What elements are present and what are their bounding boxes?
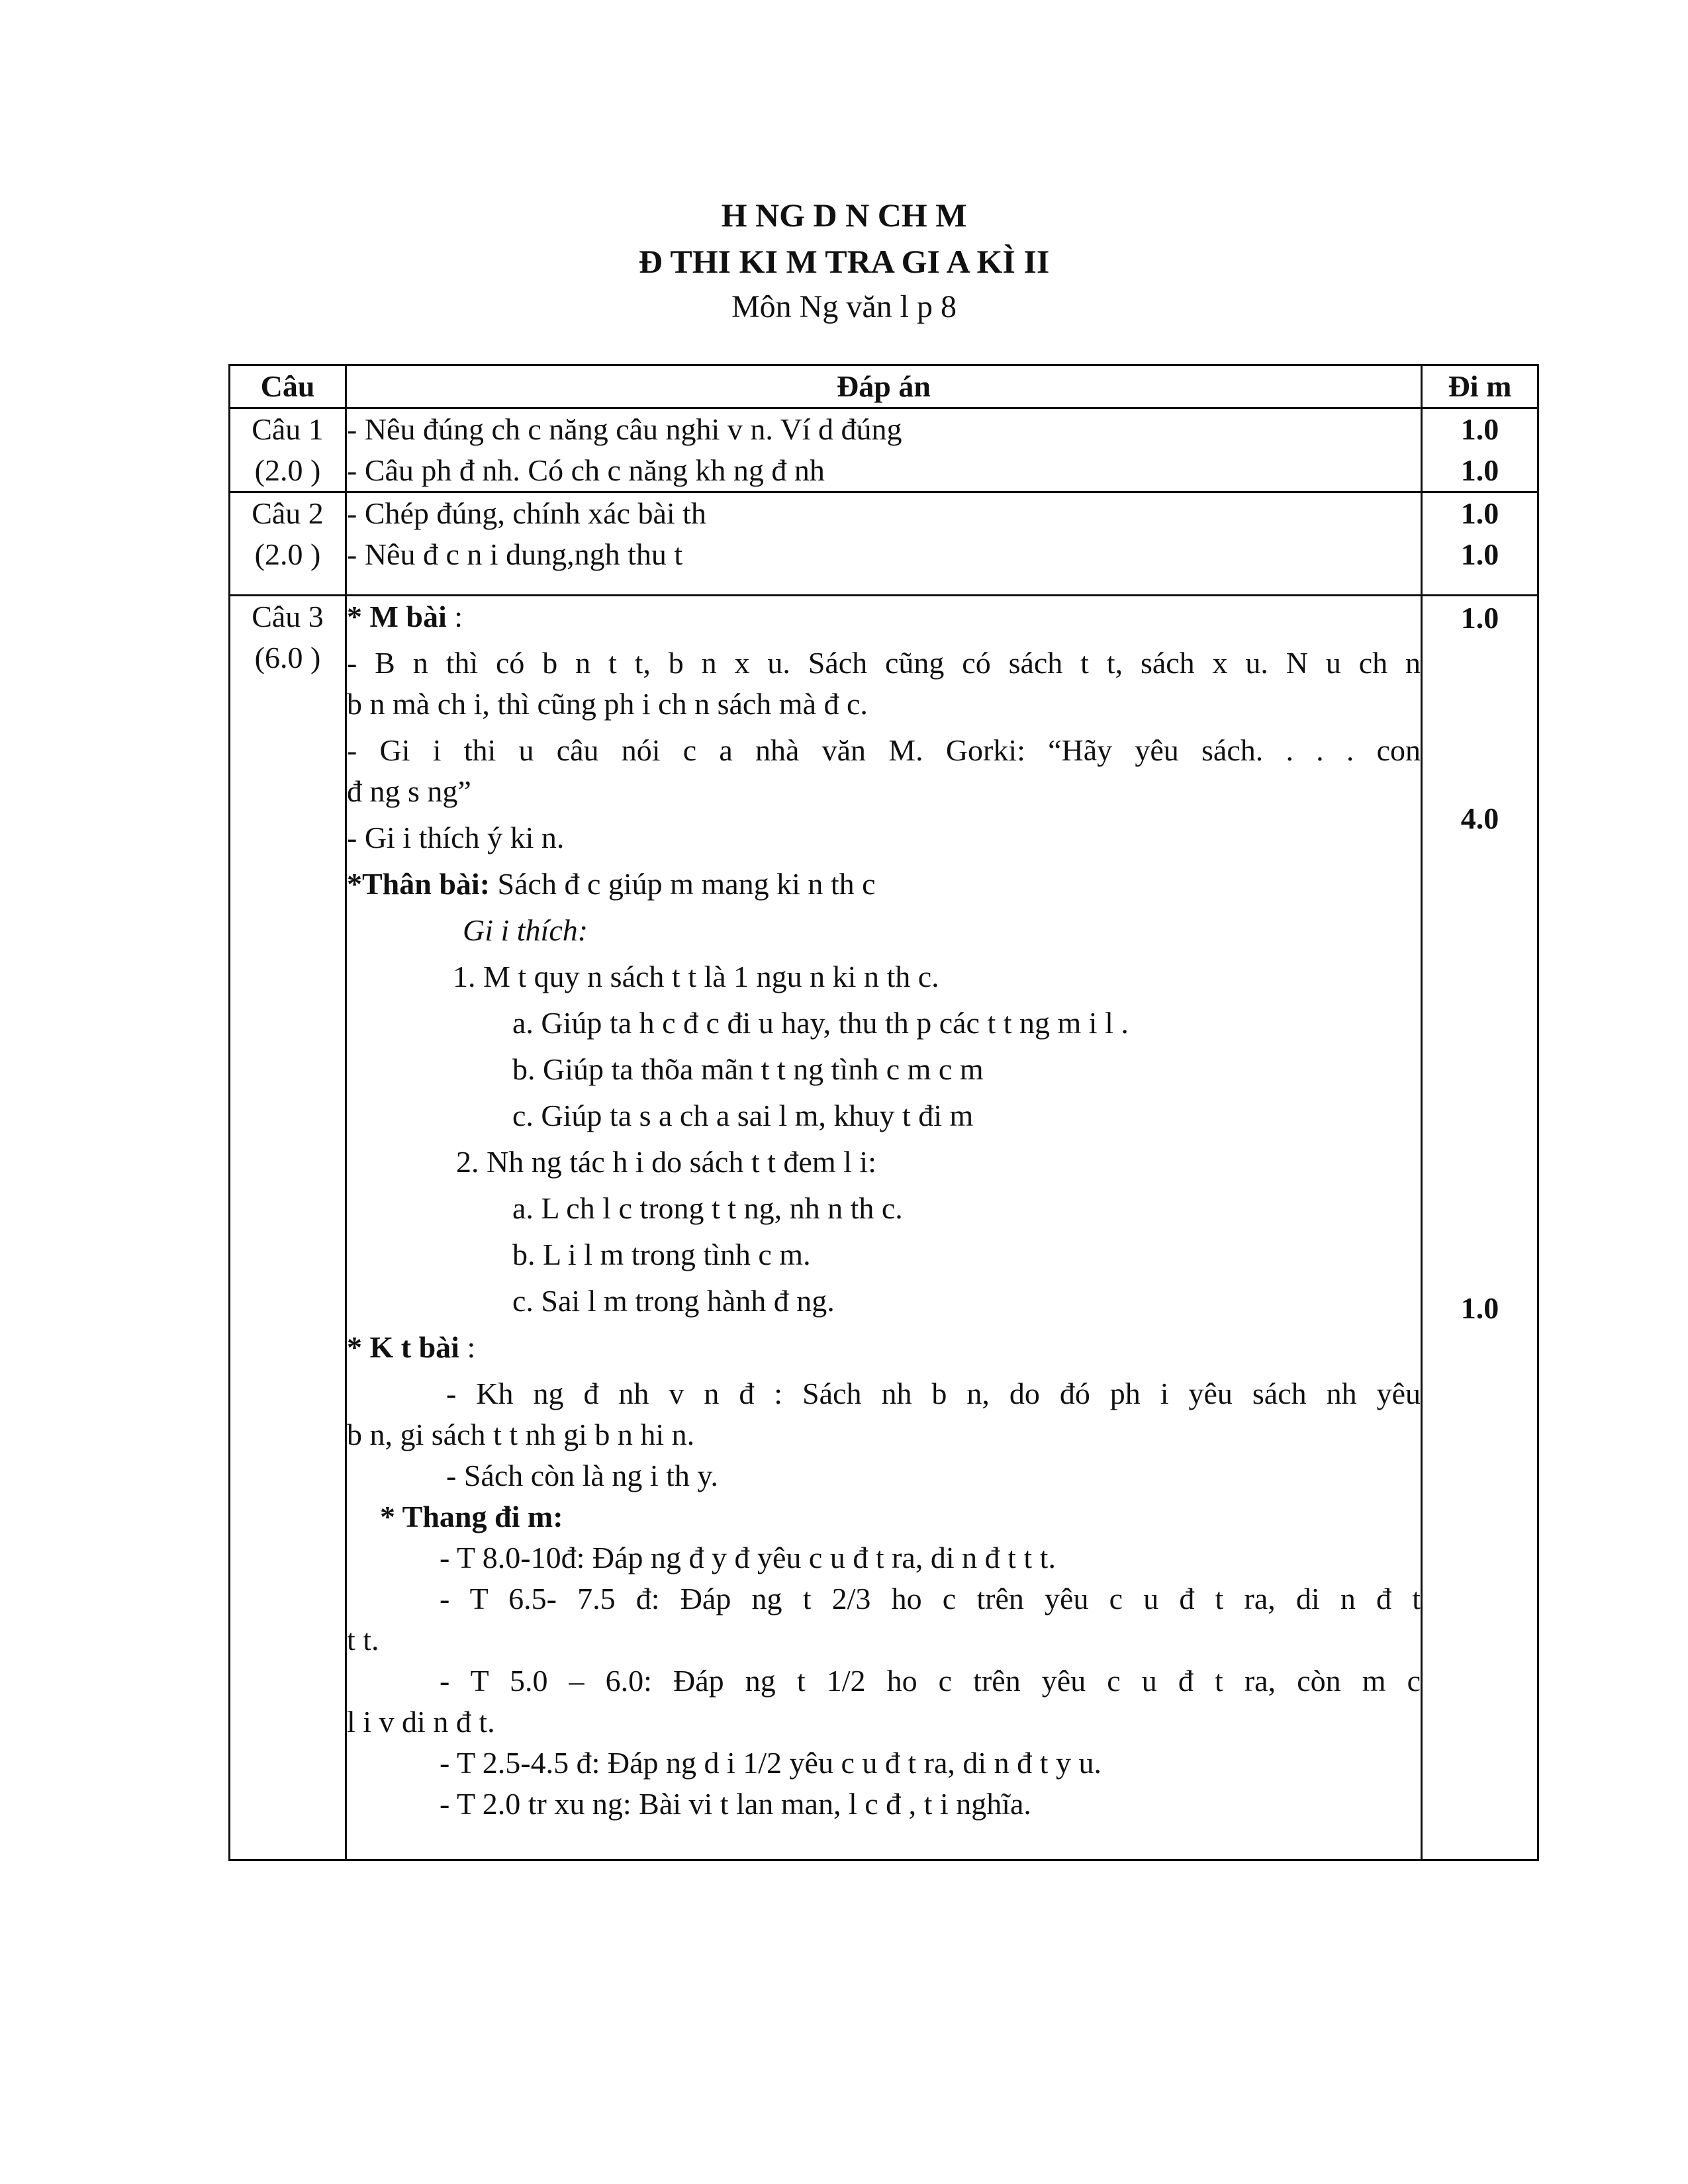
mo-bai-line: - Gi i thích ý ki n. [347,821,565,854]
question-label: Câu 1 [252,412,324,446]
point-2-item: b. L i l m trong tình c m. [512,1238,811,1271]
header-score: Đi m [1422,365,1538,408]
score-value: 1.0 [1460,453,1499,487]
ket-bai-line: b n, gi sách t t nh gi b n hi n. [347,1418,695,1451]
question-cell [230,492,346,596]
point-1: 1. M t quy n sách t t là 1 ngu n ki n th c. [453,960,939,993]
score-cell [1422,596,1538,1860]
answer-cell [346,492,1422,596]
mo-bai-label: * M bài [347,600,447,633]
thang-diem-line: l i v di n đ t. [347,1705,495,1739]
score-value: 1.0 [1460,601,1499,635]
ket-bai-colon: : [459,1330,476,1364]
than-bai-heading [347,864,1421,905]
point-2-item: c. Sai l m trong hành đ ng. [512,1284,835,1318]
point-2: 2. Nh ng tác h i do sách t t đem l i: [456,1145,876,1179]
thang-diem-heading: * Thang đi m: [380,1500,563,1533]
thang-diem-line: - T 2.5-4.5 đ: Đáp ng d i 1/2 yêu c u đ t ra, di n đ t y u. [440,1746,1102,1780]
thang-diem-line: - T 6.5- 7.5 đ: Đáp ng t 2/3 ho c trên yêu c u đ t ra, di n đ t [440,1582,1421,1615]
than-bai-text: Sách đ c giúp m mang ki n th c [490,867,876,901]
ket-bai-line: - Kh ng đ nh v n đ : Sách nh b n, do đó ph i yêu sách nh yêu [446,1377,1421,1410]
ket-bai-line: - Sách còn là ng i th y. [446,1459,718,1492]
score-value: 1.0 [1460,537,1499,571]
table-header-row [230,365,1538,408]
score-value: 1.0 [1460,412,1499,446]
score-value: 1.0 [1460,1291,1499,1325]
point-1-item: b. Giúp ta thõa mãn t t ng tình c m c m [512,1052,984,1086]
score-value: 1.0 [1460,496,1499,530]
giai-thich-label: Gi i thích: [463,913,588,947]
answer-line: - Nêu đ c n i dung,ngh thu t [347,537,683,571]
point-2-item: a. L ch l c trong t t ng, nh n th c. [512,1191,903,1225]
thang-diem-line: - T 2.0 tr xu ng: Bài vi t lan man, l c đ , t i nghĩa. [440,1787,1031,1821]
question-label: Câu 2 [252,496,324,530]
mo-bai-line: - Gi i thi u câu nói c a nhà văn M. Gorki: “Hãy yêu sách. . . . con [347,733,1421,767]
than-bai-label: *Thân bài: [347,867,491,901]
answer-line: - Chép đúng, chính xác bài th [347,496,706,530]
ket-bai-heading [347,1327,1421,1368]
score-value: 4.0 [1460,801,1499,835]
mo-bai-heading [347,596,1421,637]
score-cell [1422,408,1538,492]
question-points: (2.0 ) [254,453,321,487]
table-row [230,408,1538,492]
point-1-item: c. Giúp ta s a ch a sai l m, khuy t đi m [512,1099,974,1132]
thang-diem-line: t t. [347,1623,379,1657]
question-cell [230,408,346,492]
question-points: (6.0 ) [254,641,321,674]
mo-bai-line: b n mà ch i, thì cũng ph i ch n sách mà đ c. [347,687,868,721]
thang-diem-line: - T 5.0 – 6.0: Đáp ng t 1/2 ho c trên yêu c u đ t ra, còn m c [440,1664,1421,1698]
ket-bai-label: * K t bài [347,1330,459,1364]
thang-diem-line: - T 8.0-10đ: Đáp ng đ y đ yêu c u đ t ra, di n đ t t t. [440,1541,1056,1574]
doc-subtitle: Đ THI KI M TRA GI A KÌ II [638,243,1050,280]
question-label: Câu 3 [252,600,324,633]
question-points: (2.0 ) [254,537,321,571]
answer-cell [346,408,1422,492]
question-cell [230,596,346,1860]
doc-title: H NG D N CH M [721,197,967,234]
doc-subject: Môn Ng văn l p 8 [731,289,957,324]
header-answer: Đáp án [346,365,1422,408]
mo-bai-line: - B n thì có b n t t, b n x u. Sách cũng có sách t t, sách x u. N u ch n [347,646,1421,680]
answer-cell [346,596,1422,1860]
mo-bai-colon: : [446,600,463,633]
answer-line: - Câu ph đ nh. Có ch c năng kh ng đ nh [347,453,825,487]
table-row [230,596,1538,1860]
score-cell [1422,492,1538,596]
header-question: Câu [230,365,346,408]
table-row [230,492,1538,596]
mo-bai-line: đ ng s ng” [347,774,471,808]
grading-table [228,364,1539,1861]
point-1-item: a. Giúp ta h c đ c đi u hay, thu th p các t t ng m i l . [512,1006,1129,1040]
answer-line: - Nêu đúng ch c năng câu nghi v n. Ví d đúng [347,412,902,446]
